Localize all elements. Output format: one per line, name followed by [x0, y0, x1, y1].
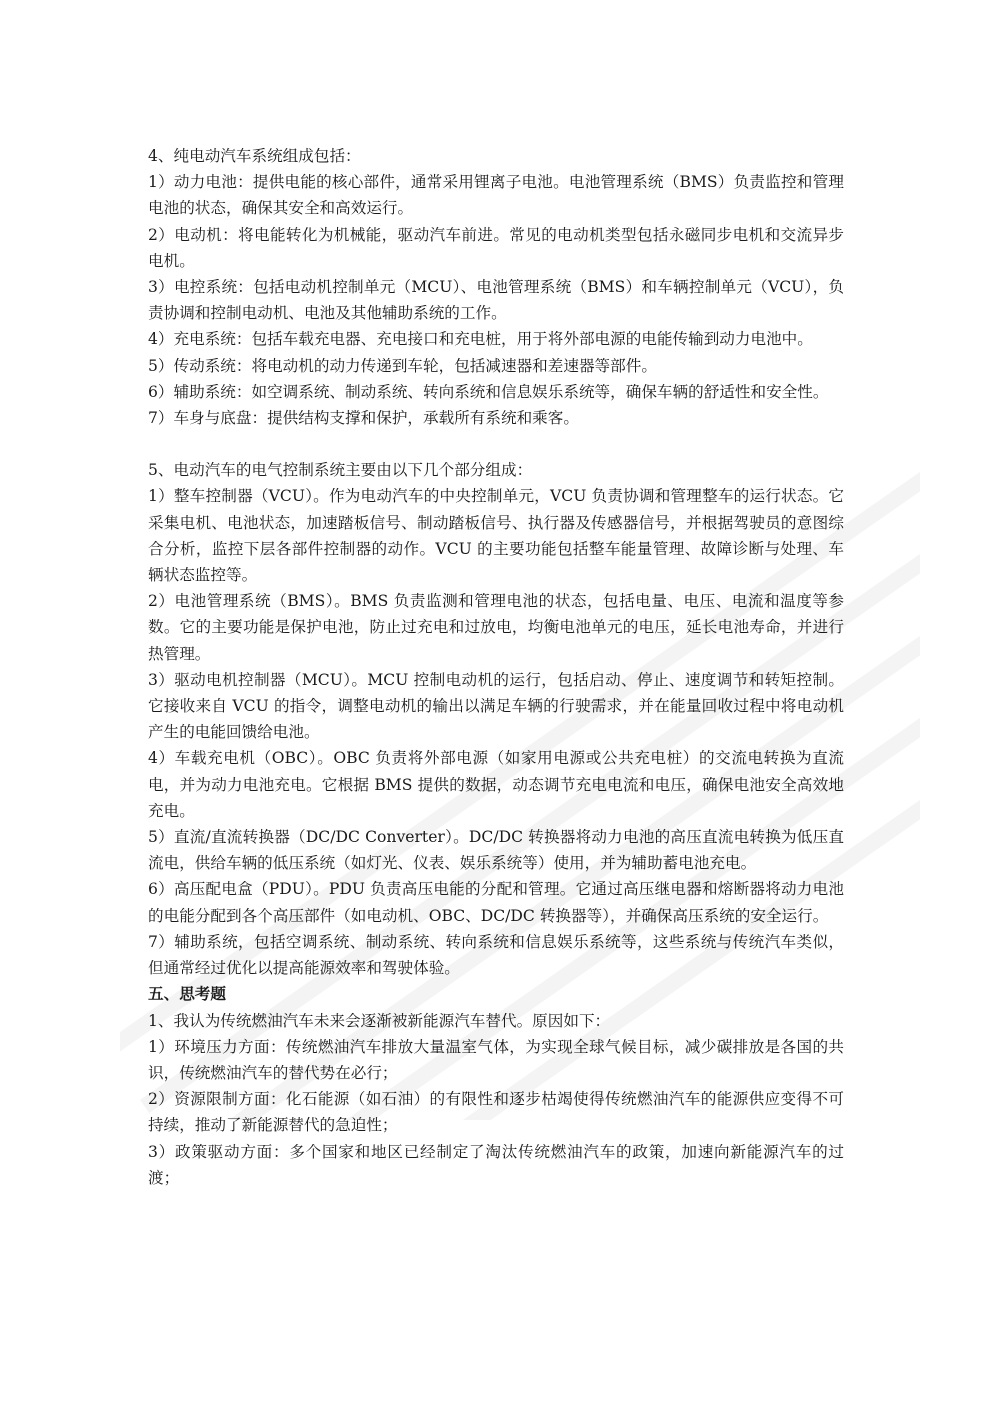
- section-5-item: 4）车载充电机（OBC）。OBC 负责将外部电源（如家用电源或公共充电桩）的交流电转换为直流电，并为动力电池充电。它根据 BMS 提供的数据，动态调节充电电流和电压，确保电池安全高效地充电。: [148, 749, 844, 820]
- section-4-item: 2）电动机：将电能转化为机械能，驱动汽车前进。常见的电动机类型包括永磁同步电机和交流异步电机。: [148, 225, 844, 270]
- section-spacer: [148, 431, 844, 457]
- question-item: 1）环境压力方面：传统燃油汽车排放大量温室气体，为实现全球气候目标，减少碳排放是各国的共识，传统燃油汽车的替代势在必行；: [148, 1037, 844, 1082]
- section-5-item: 6）高压配电盒（PDU）。PDU 负责高压电能的分配和管理。它通过高压继电器和熔断器将动力电池的电能分配到各个高压部件（如电动机、OBC、DC/DC 转换器等），并确保高压系统的安全运行。: [148, 880, 844, 925]
- section-5-item: 3）驱动电机控制器（MCU）。MCU 控制电动机的运行，包括启动、停止、速度调节和转矩控制。它接收来自 VCU 的指令，调整电动机的输出以满足车辆的行驶需求，并在能量回收过程中将电动机产生的电能回馈给电池。: [148, 670, 844, 742]
- section-4-intro: 4、纯电动汽车系统组成包括：: [148, 147, 361, 165]
- question-intro: 1、我认为传统燃油汽车未来会逐渐被新能源汽车替代。原因如下：: [148, 1011, 611, 1030]
- section-4-item: 7）车身与底盘：提供结构支撑和保护，承载所有系统和乘客。: [148, 409, 579, 428]
- question-item: 2）资源限制方面：化石能源（如石油）的有限性和逐步枯竭使得传统燃油汽车的能源供应变得不可持续，推动了新能源替代的急迫性；: [148, 1090, 844, 1135]
- section-4-item: 3）电控系统：包括电动机控制单元（MCU）、电池管理系统（BMS）和车辆控制单元（VCU），负责协调和控制电动机、电池及其他辅助系统的工作。: [148, 278, 844, 323]
- section-5-item: 7）辅助系统，包括空调系统、制动系统、转向系统和信息娱乐系统等，这些系统与传统汽车类似，但通常经过优化以提高能源效率和驾驶体验。: [148, 932, 844, 978]
- section-4-item: 6）辅助系统：如空调系统、制动系统、转向系统和信息娱乐系统等，确保车辆的舒适性和安全性。: [148, 382, 829, 401]
- section-5-intro: 5、电动汽车的电气控制系统主要由以下几个部分组成：: [148, 461, 533, 480]
- section-4: [148, 143, 844, 431]
- section-heading: 五、思考题: [148, 984, 226, 1004]
- section-think: [148, 981, 844, 1191]
- section-4-item: 5）传动系统：将电动机的动力传递到车轮，包括减速器和差速器等部件。: [148, 356, 657, 375]
- document-body: [148, 143, 844, 1191]
- section-4-item: 4）充电系统：包括车载充电器、充电接口和充电桩，用于将外部电源的电能传输到动力电池中。: [148, 330, 813, 349]
- section-5-item: 5）直流/直流转换器（DC/DC Converter）。DC/DC 转换器将动力电池的高压直流电转换为低压直流电，供给车辆的低压系统（如灯光、仪表、娱乐系统等）使用，并为辅助蓄电池充电。: [148, 828, 844, 873]
- section-4-item: 1）动力电池：提供电能的核心部件，通常采用锂离子电池。电池管理系统（BMS）负责监控和管理电池的状态，确保其安全和高效运行。: [148, 173, 844, 218]
- question-item: 3）政策驱动方面：多个国家和地区已经制定了淘汰传统燃油汽车的政策，加速向新能源汽车的过渡；: [148, 1142, 844, 1187]
- section-5-item: 1）整车控制器（VCU）。作为电动汽车的中央控制单元，VCU 负责协调和管理整车的运行状态。它采集电机、电池状态，加速踏板信号、制动踏板信号、执行器及传感器信号，并根据驾驶员的意图综合分析，监控下层各部件控制器的动作。VCU 的主要功能包括整车能量管理、故障诊断与处理、车辆状态监控等。: [148, 487, 844, 585]
- section-5: [148, 457, 844, 981]
- section-5-item: 2）电池管理系统（BMS）。BMS 负责监测和管理电池的状态，包括电量、电压、电流和温度等参数。它的主要功能是保护电池，防止过充电和过放电，均衡电池单元的电压，延长电池寿命，并进行热管理。: [148, 592, 844, 663]
